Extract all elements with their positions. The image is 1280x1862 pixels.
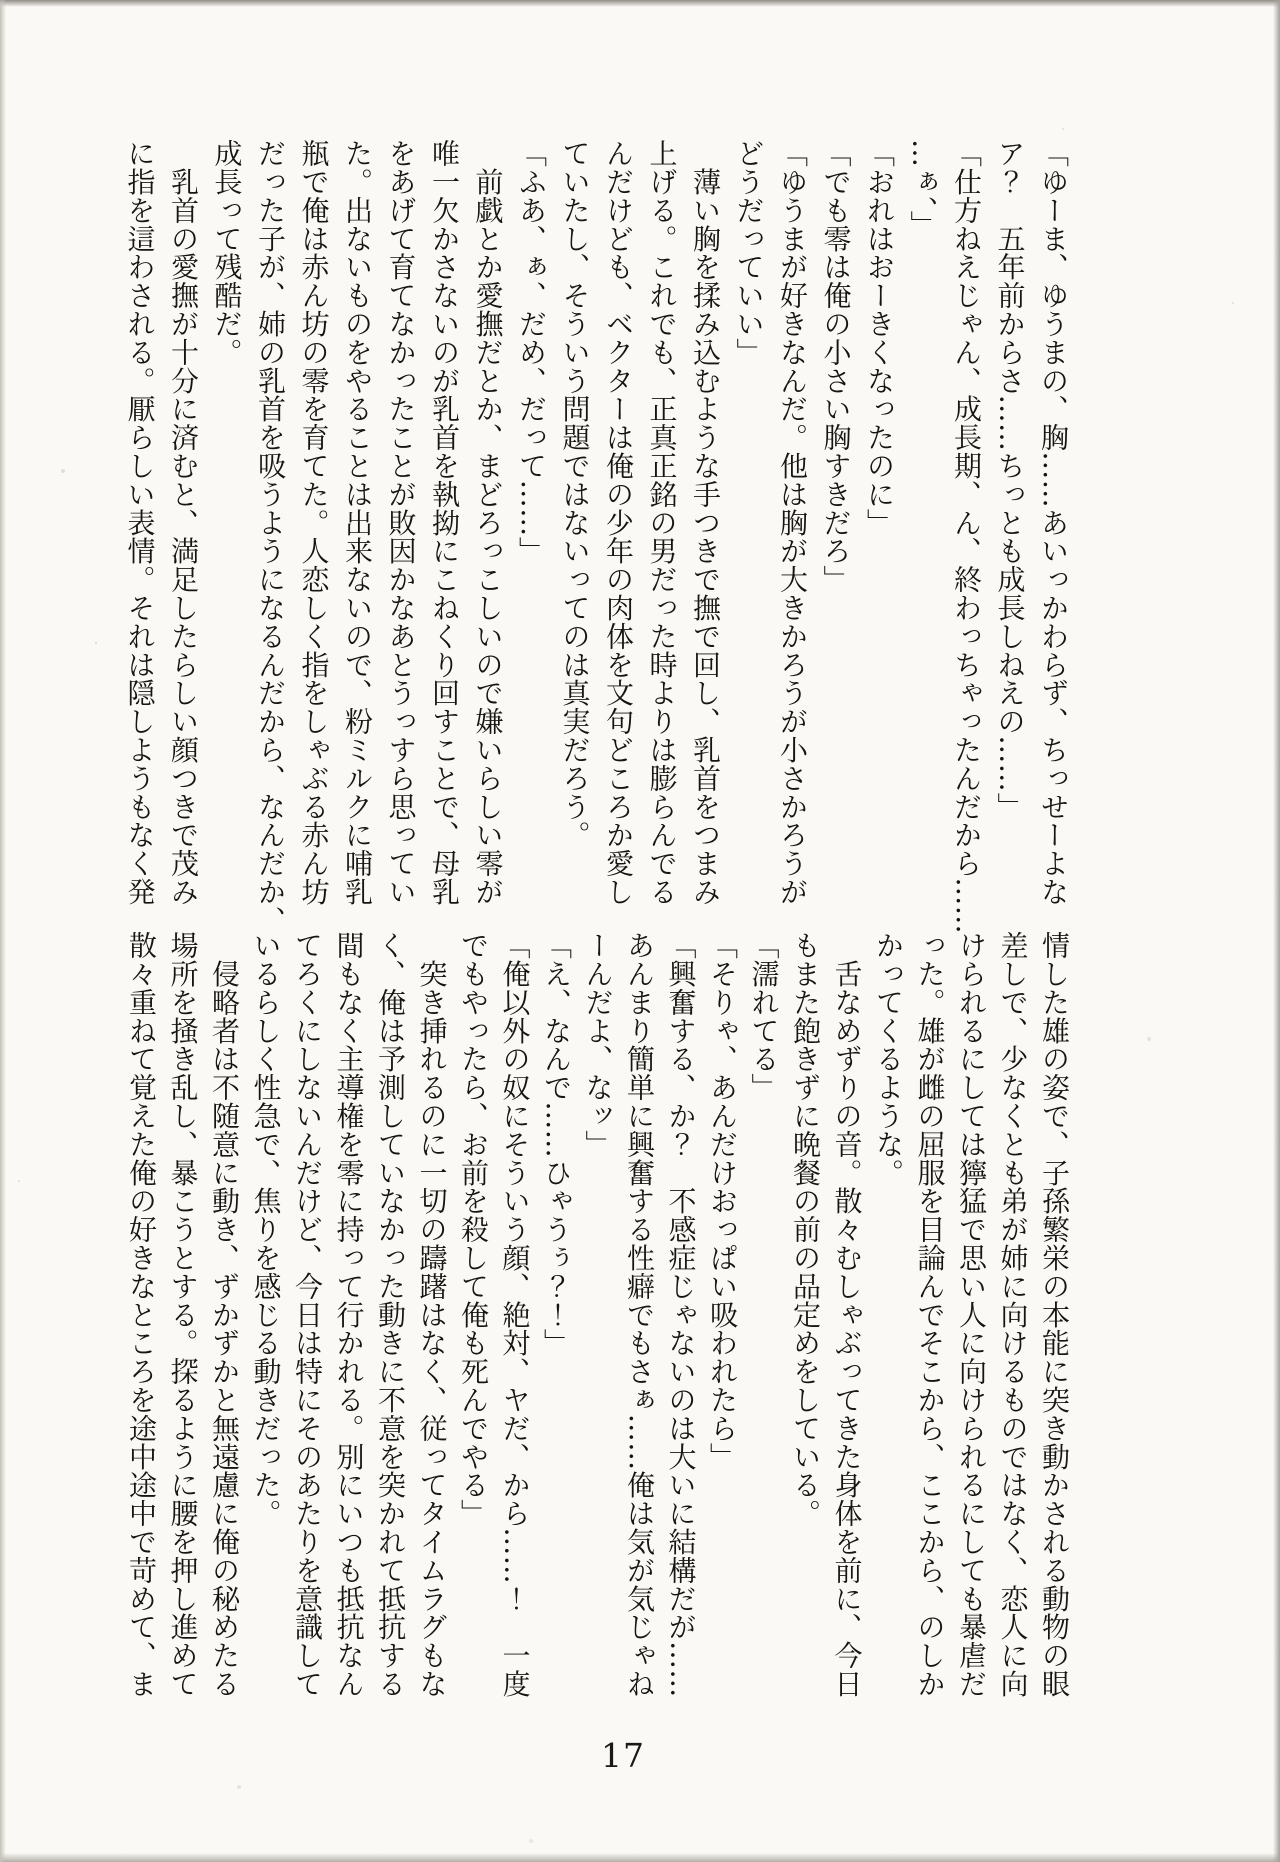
text-column: 間もなく主導権を零に持って行かれる。別にいつも抵抗なん	[332, 931, 366, 1698]
text-column: 「俺以外の奴にそういう顔、絶対、ヤだ、から……！ 一度	[498, 931, 532, 1698]
text-column: 「そりゃ、あんだけおっぱい吸われたら」	[706, 931, 739, 1471]
text-column: けられるにしては獰猛で思い人に向けられるにしても暴虐だ	[955, 931, 988, 1698]
text-column: 「仕方ねえじゃん、成長期、ん、終わっちゃったんだから……	[950, 139, 983, 935]
text-column: …ぁ、」	[906, 139, 940, 239]
text-column: 舌なめずりの音。散々むしゃぶってきた身体を前に、今日	[830, 931, 864, 1698]
text-block-top	[117, 139, 1075, 935]
text-column: どうだっていい」	[732, 139, 766, 367]
text-column: 差しで、少なくとも弟が姉に向けるものではなく、恋人に向	[996, 931, 1030, 1698]
text-column: 「ふあ、ぁ、だめ、だって……」	[515, 139, 548, 565]
text-column: あんまり簡単に興奮する性癖でもさぁ……俺は気が気じゃね	[623, 931, 656, 1698]
text-column: 「ゆうまが好きなんだ。他は胸が大きかろうが小さかろうが	[776, 139, 809, 906]
text-column: た。出ないものをやることは出来ないので、粉ミルクに哺乳	[341, 139, 374, 906]
text-column: った。雄が雌の屈服を目論んでそこから、ここから、のしか	[913, 931, 947, 1698]
text-column: だった子が、姉の乳首を吸うようになるんだから、なんだか、	[254, 139, 287, 935]
text-column: 成長って残酷だ。	[210, 139, 244, 367]
text-column: 侵略者は不随意に動き、ずかずかと無遠慮に俺の秘めたる	[208, 931, 241, 1698]
scan-edge-top	[0, 0, 1280, 7]
text-column: 情した雄の姿で、子孫繁栄の本能に突き動かされる動物の眼	[1038, 931, 1071, 1698]
text-column: てろくにしないんだけど、今日は特にそのあたりを意識して	[291, 931, 324, 1698]
text-column: 瓶で俺は赤ん坊の零を育てた。人恋しく指をしゃぶる赤ん坊	[297, 139, 331, 906]
scan-edge-right	[1273, 0, 1280, 1862]
text-column: 場所を掻き乱し、暴こうとする。探るように腰を押し進めて	[166, 931, 200, 1698]
text-column: 突き挿れるのに一切の躊躇はなく、従ってタイムラグもな	[415, 931, 449, 1698]
text-column: もまた飽きずに晩餐の前の品定めをしている。	[789, 931, 822, 1528]
text-column: 乳首の愛撫が十分に済むと、満足したらしい顔つきで茂み	[167, 139, 200, 906]
scan-noise	[0, 0, 2, 2]
text-column: 前戯とか愛撫だとか、まどろっこしいので嫌いらしい零が	[471, 139, 505, 906]
text-column: かってくるような。	[872, 931, 905, 1187]
page-number: 17	[601, 1736, 645, 1775]
text-column: ア？ 五年前からさ……ちっとも成長しねえの……」	[993, 139, 1027, 821]
text-column: に指を這わされる。厭らしい表情。それは隠しようもなく発	[123, 139, 157, 906]
text-column: 「濡れてる」	[747, 931, 781, 1102]
text-column: 「ゆーま、ゆうまの、胸……あいっかわらず、ちっせーよな	[1037, 139, 1070, 906]
text-column: 「え、なんで……ひゃうぅ？！」	[540, 931, 573, 1357]
text-column: んだけども、ベクターは俺の少年の肉体を文句どころか愛し	[602, 139, 635, 906]
text-column: 「興奮する、か？ 不感症じゃないのは大いに結構だが……	[664, 931, 698, 1698]
text-column: 「でも零は俺の小さい胸すきだろ」	[819, 139, 853, 594]
text-column: でもやったら、お前を殺して俺も死んでやる」	[457, 931, 490, 1528]
scan-edge-left	[0, 0, 6, 1862]
text-column: 上げる。これでも、正真正銘の男だった時よりは膨らんでる	[645, 139, 679, 906]
text-column: いるらしく性急で、焦りを感じる動きだった。	[249, 931, 283, 1528]
text-column: 唯一欠かさないのが乳首を執拗にこねくり回すことで、母乳	[428, 139, 461, 906]
text-column: 薄い胸を揉み込むような手つきで撫で回し、乳首をつまみ	[689, 139, 722, 906]
text-column: く、俺は予測していなかった動きに不意を突かれて抵抗する	[374, 931, 407, 1698]
text-column: をあげて育てなかったことが敗因かなあとうっすら思ってい	[384, 139, 418, 906]
text-block-bottom	[119, 931, 1075, 1698]
text-column: 散々重ねて覚えた俺の好きなところを途中途中で苛めて、ま	[125, 931, 158, 1698]
text-column: ーんだよ、なッ」	[581, 931, 615, 1159]
text-column: ていたし、そういう問題ではないってのは真実だろう。	[558, 139, 592, 849]
scan-edge-bottom	[0, 1853, 1280, 1862]
text-column: 「おれはおーきくなったのに」	[863, 139, 896, 537]
